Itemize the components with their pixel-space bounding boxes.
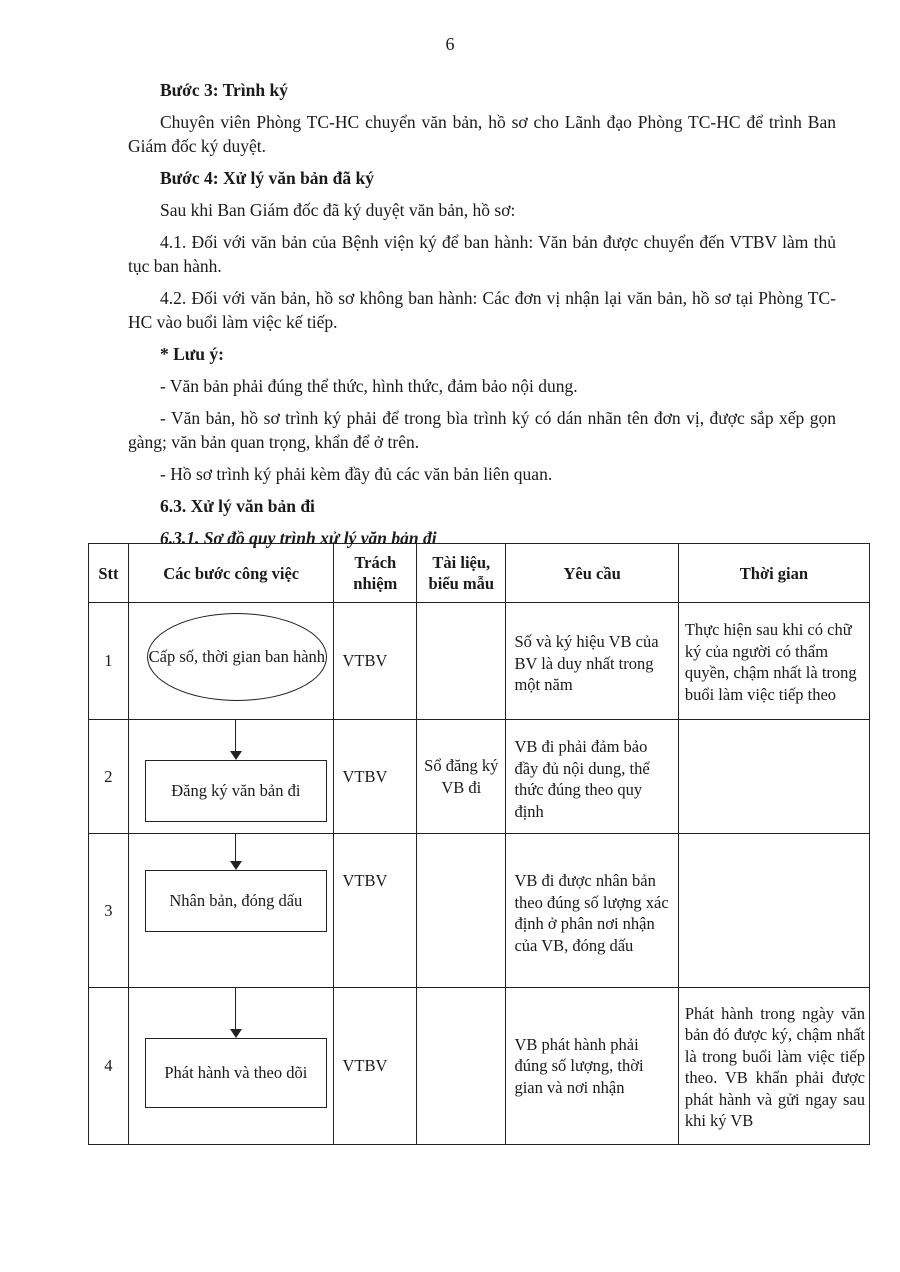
- row-stt: 3: [89, 834, 129, 988]
- page-number: 6: [445, 34, 455, 54]
- row-stt: 1: [89, 603, 129, 720]
- header-steps: Các bước công việc: [128, 544, 334, 603]
- flow-arrow-down-icon: [230, 751, 242, 760]
- row-documents: [417, 603, 506, 720]
- row-step-cell: [128, 720, 334, 834]
- table-row: [89, 603, 870, 720]
- step4-item-2: 4.2. Đối với văn bản, hồ sơ không ban hành: Các đơn vị nhận lại văn bản, hồ sơ tại Phòng TC-HC vào buổi làm việc kế tiếp.: [128, 288, 836, 332]
- row-responsibility: VTBV: [334, 603, 417, 720]
- row-step-cell: [128, 603, 334, 720]
- step4-heading: Bước 4: Xử lý văn bản đã ký: [160, 168, 374, 188]
- header-documents: Tài liệu, biểu mẫu: [417, 544, 506, 603]
- header-stt: Stt: [89, 544, 129, 603]
- row-time: Phát hành trong ngày văn bản đó được ký, chậm nhất là trong buổi làm việc tiếp theo. VB khẩn phải được phát hành và gửi ngay sau khi ký VB: [678, 988, 869, 1145]
- section-title: 6.3. Xử lý văn bản đi: [160, 496, 315, 516]
- row-time: [678, 720, 869, 834]
- flow-step-box: [145, 870, 327, 932]
- flow-start-oval: [147, 613, 327, 701]
- row-time: [678, 834, 869, 988]
- flow-arrow-line: [235, 834, 236, 862]
- flow-step-label: Phát hành và theo dõi: [164, 1063, 308, 1082]
- row-step-cell: [128, 988, 334, 1145]
- flow-step-label: Đăng ký văn bản đi: [171, 781, 301, 800]
- document-body: [128, 78, 836, 558]
- row-requirements: Số và ký hiệu VB của BV là duy nhất trong một năm: [506, 603, 678, 720]
- header-responsibility: Trách nhiệm: [334, 544, 417, 603]
- row-time: Thực hiện sau khi có chữ ký của người có thẩm quyền, chậm nhất là trong buổi làm việc tiếp theo: [678, 603, 869, 720]
- flow-step-label: Cấp số, thời gian ban hành: [148, 647, 326, 666]
- row-documents: [417, 988, 506, 1145]
- table-row: [89, 834, 870, 988]
- flow-arrow-line: [235, 988, 236, 1030]
- flow-step-label: Nhân bản, đóng dấu: [169, 891, 303, 910]
- note-line-1: - Văn bản phải đúng thể thức, hình thức, đảm bảo nội dung.: [160, 376, 578, 396]
- row-responsibility: VTBV: [334, 988, 417, 1145]
- step3-text: Chuyên viên Phòng TC-HC chuyển văn bản, hồ sơ cho Lãnh đạo Phòng TC-HC để trình Ban Giám đốc ký duyệt.: [128, 112, 836, 156]
- row-documents: Sổ đăng ký VB đi: [417, 720, 506, 834]
- row-stt: 4: [89, 988, 129, 1145]
- row-requirements: VB phát hành phải đúng số lượng, thời gian và nơi nhận: [506, 988, 678, 1145]
- flow-arrow-down-icon: [230, 861, 242, 870]
- step3-heading: Bước 3: Trình ký: [160, 80, 288, 100]
- row-responsibility: VTBV: [334, 834, 417, 988]
- row-requirements: VB đi phải đảm bảo đầy đủ nội dung, thể thức đúng theo quy định: [506, 720, 678, 834]
- note-line-2: - Văn bản, hồ sơ trình ký phải để trong bìa trình ký có dán nhãn tên đơn vị, được sắp xếp gọn gàng; văn bản quan trọng, khẩn để ở trên.: [128, 408, 836, 452]
- step4-intro: Sau khi Ban Giám đốc đã ký duyệt văn bản, hồ sơ:: [160, 200, 516, 220]
- flow-arrow-line: [235, 720, 236, 752]
- table-row: [89, 720, 870, 834]
- header-requirements: Yêu cầu: [506, 544, 678, 603]
- flow-step-box: [145, 1038, 327, 1108]
- row-step-cell: [128, 834, 334, 988]
- process-flow-table: [88, 543, 870, 1145]
- header-time: Thời gian: [678, 544, 869, 603]
- table-header-row: [89, 544, 870, 603]
- flow-arrow-down-icon: [230, 1029, 242, 1038]
- subsection-title: 6.3.1. Sơ đồ quy trình xử lý văn bản đi: [160, 528, 437, 548]
- table-row: [89, 988, 870, 1145]
- row-responsibility: VTBV: [334, 720, 417, 834]
- row-stt: 2: [89, 720, 129, 834]
- flow-step-box: [145, 760, 327, 822]
- step4-item-1: 4.1. Đối với văn bản của Bệnh viện ký để ban hành: Văn bản được chuyển đến VTBV làm thủ tục ban hành.: [128, 232, 836, 276]
- row-documents: [417, 834, 506, 988]
- note-heading: * Lưu ý:: [160, 344, 224, 364]
- note-line-3: - Hồ sơ trình ký phải kèm đầy đủ các văn bản liên quan.: [160, 464, 553, 484]
- row-requirements: VB đi được nhân bản theo đúng số lượng xác định ở phân nơi nhận của VB, đóng dấu: [506, 834, 678, 988]
